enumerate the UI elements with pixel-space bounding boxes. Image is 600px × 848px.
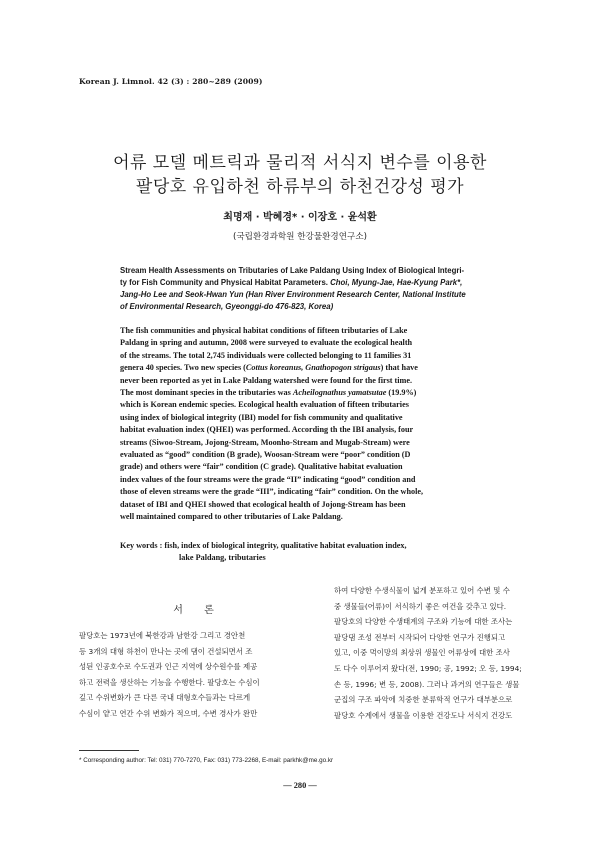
section-heading: 서 론 — [173, 605, 223, 616]
body-column-left — [79, 628, 319, 722]
abstract-line: habitat evaluation index (QHEI) was performed. According th the IBI analysis, four — [120, 425, 414, 435]
abstract-line: well maintained compared to other tributaries of Lake Paldang. — [120, 512, 343, 522]
english-title-line: Stream Health Assessments on Tributaries of Lake Paldang Using Index of Biological Integri- — [120, 266, 465, 275]
title-korean-line-1: 어류 모델 메트릭과 물리적 서식지 변수를 이용한 — [113, 153, 487, 173]
body-line: 도 다수 이루어져 왔다(전, 1990; 공, 1992; 오 등, 1994; — [334, 663, 522, 673]
body-line: 등 3개의 대형 하천이 만나는 곳에 댐이 건설되면서 조 — [79, 646, 253, 656]
body-line: 있고, 이중 먹이망의 최상위 생물인 어류상에 대한 조사 — [334, 648, 510, 658]
body-column-right — [334, 583, 560, 723]
journal-reference: Korean J. Limnol. 42 (3) : 280~289 (2009) — [79, 77, 263, 86]
abstract-line: streams (Siwoo-Stream, Jojong-Stream, Moonho-Stream and Mugab-Stream) were — [120, 437, 410, 447]
affiliation-korean: (국립환경과학원 한강물환경연구소) — [233, 232, 367, 242]
abstract-line: index values of the four streams were the grade “II” indicating “good” condition and — [120, 474, 416, 484]
authors-korean: 최명재 · 박혜경* · 이장호 · 윤석환 — [223, 212, 377, 223]
english-title-line: of Environmental Research, Gyeonggi-do 476-823, Korea) — [120, 302, 334, 311]
body-line: 깊고 수위변화가 큰 다른 국내 대형호수들과는 다르게 — [79, 693, 251, 703]
keywords-line: lake Paldang, tributaries — [179, 553, 266, 563]
abstract-line: The fish communities and physical habitat conditions of fifteen tributaries of Lake — [120, 326, 408, 335]
body-line: 팔당호 수계에서 생물을 이용한 건강도나 서식지 건강도 — [334, 710, 513, 720]
body-line: 팔당호의 다양한 수생태계의 구조와 기능에 대한 조사는 — [334, 617, 513, 627]
footnote-rule — [79, 750, 139, 751]
keywords — [120, 540, 520, 565]
abstract-line: grade) and others were “fair” condition (C grade). Qualitative habitat evaluation — [120, 462, 403, 472]
body-line: 손 등, 1996; 변 등, 2008). 그러나 과거의 연구들은 생물 — [334, 679, 520, 689]
footnote: * Corresponding author: Tel: 031) 770-7270, Fax: 031) 773-2268, E-mail: parkhk@me.go.kr — [79, 757, 334, 764]
body-line: 팔당호는 1973년에 북한강과 남한강 그리고 경안천 — [79, 631, 246, 640]
body-line: 수심이 얕고 연간 수위 변화가 적으며, 수변 경사가 완만 — [79, 708, 258, 718]
keywords-line: Key words : fish, index of biological integrity, qualitative habitat evaluation index, — [120, 541, 407, 550]
english-title-line: ty for Fish Community and Physical Habitat Parameters. Choi, Myung-Jae, Hae-Kyung Park*, — [120, 278, 463, 287]
abstract-line: which is Korean endemic species. Ecological health evaluation of fifteen tributaries — [120, 400, 409, 410]
body-line: 군집의 구조 파악에 치중한 분류학적 연구가 대부분으로 — [334, 695, 513, 705]
abstract-line: dataset of IBI and QHEI showed that ecological health of Jojong-Stream has been — [120, 499, 406, 509]
english-title-block — [120, 265, 506, 313]
abstract-line: The most dominant species in the tributaries was Acheilognathus yamatsutae (19.9%) — [120, 388, 417, 398]
abstract-line: those of eleven streams were the grade “III”, indicating “fair” condition. On the whole, — [120, 487, 424, 497]
title-korean-line-2: 팔당호 유입하천 하류부의 하천건강성 평가 — [135, 177, 465, 197]
abstract-line: evaluated as “good” condition (B grade), Woosan-Stream were “poor” condition (D — [120, 450, 411, 460]
abstract — [120, 325, 508, 524]
body-line: 하여 다양한 수생식물이 넓게 분포하고 있어 수변 및 수 — [334, 586, 510, 595]
abstract-line: Paldang in spring and autumn, 2008 were surveyed to evaluate the ecological health — [120, 338, 413, 348]
english-title-line: Jang-Ho Lee and Seok-Hwan Yun (Han River Environment Research Center, National Institute — [120, 290, 466, 299]
abstract-line: never been reported as yet in Lake Paldang watershed were found for the first time. — [120, 375, 413, 385]
body-line: 팔당댐 조성 전부터 시작되어 다양한 연구가 진행되고 — [334, 632, 506, 642]
abstract-line: genera 40 species. Two new species (Cottus koreanus, Gnathopogon strigaus) that have — [120, 363, 418, 373]
page-number: — 280 — — [283, 781, 317, 790]
body-line: 성된 인공호수로 수도권과 인근 지역에 상수원수를 제공 — [79, 662, 258, 672]
abstract-line: of the streams. The total 2,745 individuals were collected belonging to 11 families 31 — [120, 350, 412, 360]
body-line: 중 생물들(어류)이 서식하기 좋은 여건을 갖추고 있다. — [334, 601, 507, 611]
abstract-line: using index of biological integrity (IBI) model for fish community and qualitative — [120, 412, 403, 422]
body-line: 하고 전력을 생산하는 기능을 수행한다. 팔당호는 수심이 — [79, 677, 260, 687]
